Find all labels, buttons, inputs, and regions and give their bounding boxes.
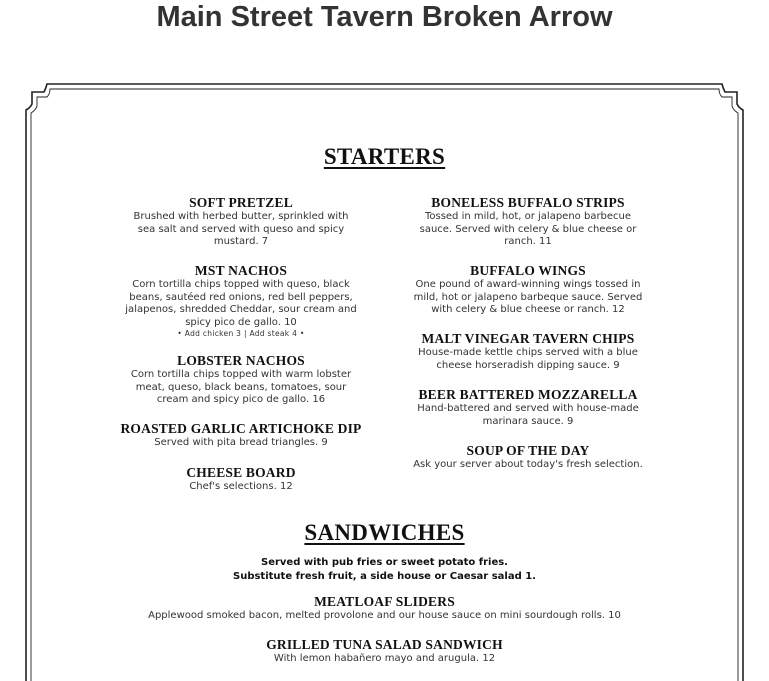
item-name: GRILLED TUNA SALAD SANDWICH — [266, 637, 503, 652]
item-description: Chef's selections. 12 — [189, 481, 293, 492]
item-name: MALT VINEGAR TAVERN CHIPS — [421, 331, 635, 346]
menu-item-mst-nachos — [121, 263, 361, 339]
menu-item-soup-of-the-day — [398, 443, 658, 472]
sandwiches-heading: SANDWICHES — [304, 520, 465, 545]
item-description: Hand-battered and served with house-made marinara sauce. 9 — [417, 403, 639, 427]
item-description: House-made kettle chips served with a blue cheese horseradish dipping sauce. 9 — [418, 347, 638, 371]
menu-item-malt-vinegar-tavern-chips — [408, 331, 648, 372]
item-name: BEER BATTERED MOZZARELLA — [418, 387, 638, 402]
item-description: Served with pita bread triangles. 9 — [154, 437, 328, 448]
item-name: BUFFALO WINGS — [470, 263, 586, 278]
menu-item-roasted-garlic-artichoke-dip — [111, 421, 371, 450]
item-name: MST NACHOS — [194, 263, 288, 278]
item-name: SOUP OF THE DAY — [466, 443, 590, 458]
item-name: BONELESS BUFFALO STRIPS — [431, 195, 625, 210]
page-title: Main Street Tavern Broken Arrow — [156, 1, 613, 33]
menu-item-grilled-tuna-salad-sandwich — [100, 637, 669, 666]
item-name: CHEESE BOARD — [186, 465, 296, 480]
sandwiches-note-sides: Served with pub fries or sweet potato fries. — [261, 557, 508, 568]
item-name: LOBSTER NACHOS — [177, 353, 305, 368]
item-description: Corn tortilla chips topped with queso, black beans, sautéed red onions, red bell peppers, jalapenos, shredded Cheddar, sour cream and spicy pico de gallo. 10 — [125, 279, 357, 328]
starters-heading: STARTERS — [323, 144, 446, 169]
menu-item-beer-battered-mozzarella — [408, 387, 648, 428]
menu-item-buffalo-wings — [408, 263, 648, 317]
item-name: SOFT PRETZEL — [189, 195, 293, 210]
menu-item-cheese-board — [121, 465, 361, 494]
menu-item-lobster-nachos — [121, 353, 361, 407]
item-description: With lemon habañero mayo and arugula. 12 — [273, 653, 496, 664]
item-description: Tossed in mild, hot, or jalapeno barbecue sauce. Served with celery & blue cheese or ranch. 11 — [419, 211, 637, 247]
item-name: ROASTED GARLIC ARTICHOKE DIP — [120, 421, 362, 436]
item-description: Brushed with herbed butter, sprinkled with sea salt and served with queso and spicy mustard. 7 — [133, 211, 349, 247]
menu-item-soft-pretzel — [121, 195, 361, 249]
item-name: MEATLOAF SLIDERS — [314, 594, 455, 609]
item-description: One pound of award-winning wings tossed in mild, hot or jalapeno barbeque sauce. Served with celery & blue cheese or ranch. 12 — [413, 279, 643, 315]
item-description: Ask your server about today's fresh selection. — [413, 459, 643, 470]
item-addon: • Add chicken 3 | Add steak 4 • — [177, 329, 305, 338]
sandwiches-note-substitute: Substitute fresh fruit, a side house or Caesar salad 1. — [233, 571, 536, 582]
item-description: Applewood smoked bacon, melted provolone and our house sauce on mini sourdough rolls. 10 — [148, 610, 621, 621]
menu-item-meatloaf-sliders — [100, 594, 669, 623]
menu-item-boneless-buffalo-strips — [408, 195, 648, 249]
item-description: Corn tortilla chips topped with warm lobster meat, queso, black beans, tomatoes, sour cream and spicy pico de gallo. 16 — [130, 369, 352, 405]
